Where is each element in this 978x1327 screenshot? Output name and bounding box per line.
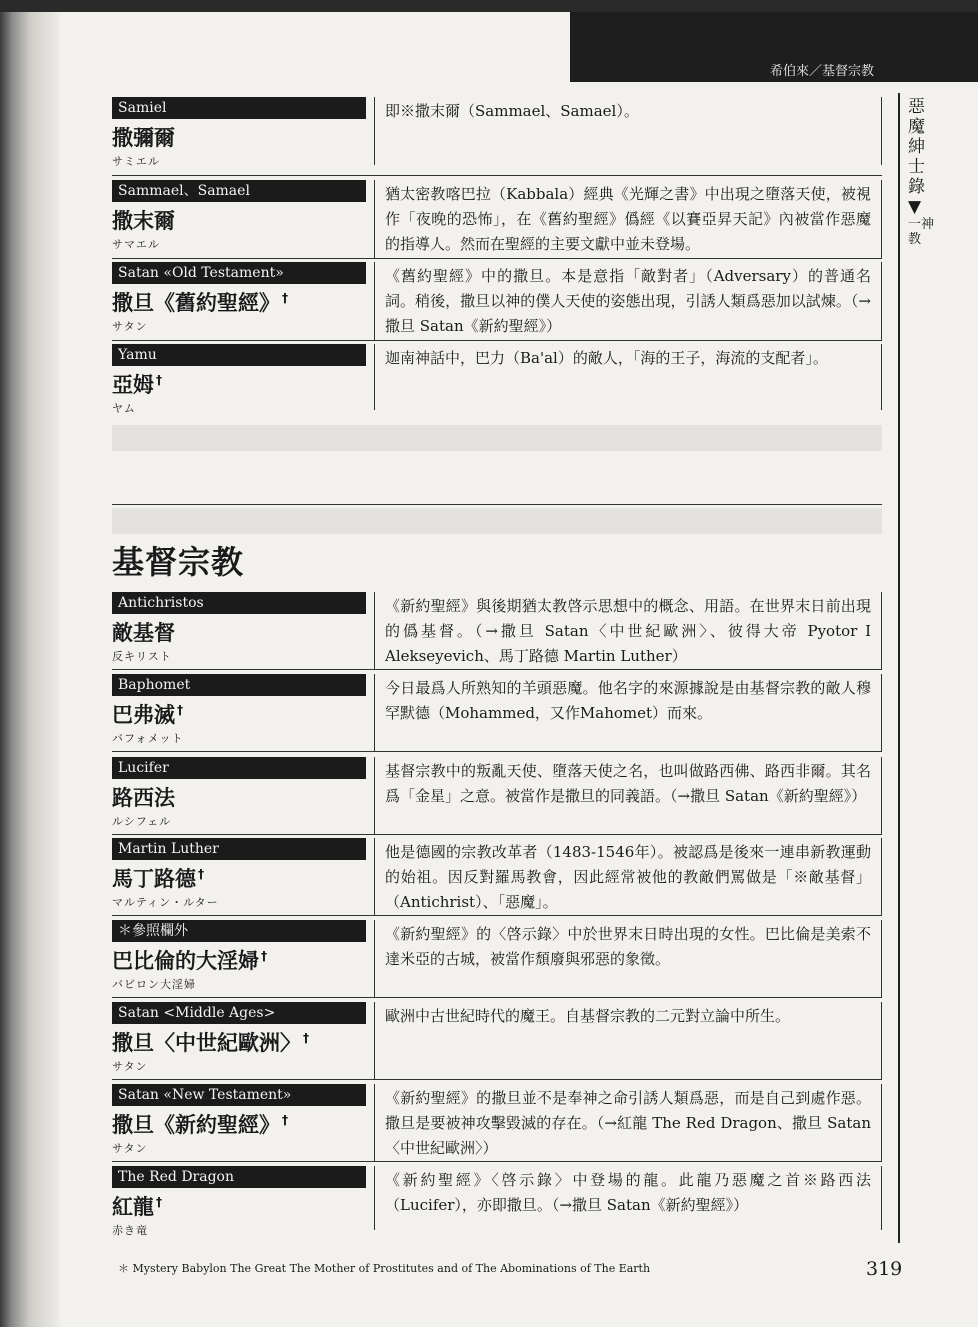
divider: [112, 915, 882, 916]
divider: [112, 1079, 882, 1080]
entry-label: ＊參照欄外: [112, 920, 366, 942]
entry-label: Satan <Middle Ages>: [112, 1002, 366, 1024]
entry-label: Yamu: [112, 344, 366, 366]
entry-name: 撒彌爾: [112, 126, 175, 150]
entry-description: 即※撒末爾（Sammael、Samael）。: [374, 97, 882, 165]
footnote: ＊ Mystery Babylon The Great The Mother of Prostitutes and of The Abominations of The Earth: [118, 1262, 651, 1275]
divider: [112, 997, 882, 998]
book-gutter-shadow: [0, 0, 60, 1327]
triangle-marker-icon: ▼: [908, 197, 922, 217]
section-title: 基督宗教: [112, 543, 245, 581]
entry-label: Martin Luther: [112, 838, 366, 860]
entry-reading: マルティン・ルター: [112, 896, 219, 909]
bleed-through-band: [112, 508, 882, 534]
side-tab-subtitle: 一神教: [908, 217, 935, 247]
entry-description: 基督宗教中的叛亂天使、墮落天使之名，也叫做路西佛、路西非爾。其名爲「金星」之意。被當作是撒旦的同義語。（→撒旦 Satan《新約聖經》）: [374, 757, 882, 834]
entry-description: 今日最爲人所熟知的羊頭惡魔。他名字的來源據說是由基督宗教的敵人穆罕默德（Mohammed，又作Mahomet）而來。: [374, 674, 882, 751]
entry-reading: ヤム: [112, 402, 136, 415]
entry-name: 紅龍 †: [112, 1195, 162, 1219]
entry-label: Baphomet: [112, 674, 366, 696]
entry-reading: サタン: [112, 320, 148, 333]
entry-label: Samiel: [112, 97, 366, 119]
entry-description: 迦南神話中，巴力（Ba'al）的敵人，「海的王子，海流的支配者」。: [374, 344, 882, 410]
entry-name: 撒旦《新約聖經》 †: [112, 1113, 288, 1137]
entry-name: 巴比倫的大淫婦 †: [112, 949, 267, 973]
bleed-through-band: [112, 425, 882, 451]
entry-name: 敵基督: [112, 621, 175, 645]
entry-name: 撒末爾: [112, 209, 175, 233]
entry-name: 路西法: [112, 786, 175, 810]
entry-label: Sammael、Samael: [112, 180, 366, 202]
entry-reading: サマエル: [112, 238, 160, 251]
entry-description: 《舊約聖經》中的撒旦。本是意指「敵對者」（Adversary）的普通名詞。稍後，撒旦以神的僕人天使的姿態出現，引誘人類爲惡加以試煉。（→撒旦 Satan《新約聖經》）: [374, 262, 882, 340]
entry-description: 《新約聖經》〈啓示錄〉中登場的龍。此龍乃惡魔之首※路西法（Lucifer），亦即撒旦。（→撒旦 Satan《新約聖經》）: [374, 1166, 882, 1230]
entry-reading: サタン: [112, 1142, 148, 1155]
side-tab-border: [898, 93, 972, 1243]
divider: [112, 751, 882, 752]
page-top-edge: [0, 0, 978, 12]
divider: [112, 258, 882, 259]
entry-name: 撒旦《舊約聖經》 †: [112, 291, 288, 315]
divider: [112, 834, 882, 835]
divider: [112, 340, 882, 341]
running-header-text: 希伯來／基督宗教: [770, 64, 875, 79]
entry-description: 他是德國的宗教改革者（1483-1546年）。被認爲是後來一連串新教運動的始祖。因反對羅馬教會，因此經常被他的教敵們罵做是「※敵基督」（Antichrist）、「惡魔」。: [374, 838, 882, 915]
section-divider: [112, 504, 882, 505]
entry-reading: サミエル: [112, 155, 160, 168]
divider: [112, 669, 882, 670]
entry-reading: バビロン大淫婦: [112, 978, 196, 991]
entry-label: Satan «New Testament»: [112, 1084, 366, 1106]
entry-description: 歐洲中古世紀時代的魔王。自基督宗教的二元對立論中所生。: [374, 1002, 882, 1079]
entry-reading: サタン: [112, 1060, 148, 1073]
entry-label: Lucifer: [112, 757, 366, 779]
entry-name: 亞姆 †: [112, 373, 162, 397]
entry-reading: バフォメット: [112, 732, 184, 745]
entry-reading: ルシフェル: [112, 815, 172, 828]
entry-reading: 反キリスト: [112, 650, 172, 663]
divider: [112, 1161, 882, 1162]
entry-description: 《新約聖經》與後期猶太教啓示思想中的概念、用語。在世界末日前出現的僞基督。（→撒旦 Satan〈中世紀歐洲〉、彼得大帝 Pyotor I Alekseyevich、馬丁路德 Martin Luther）: [374, 592, 882, 669]
entry-description: 《新約聖經》的〈啓示錄〉中於世界末日時出現的女性。巴比倫是美索不達米亞的古城，被當作頹廢與邪惡的象徵。: [374, 920, 882, 997]
side-tab: [908, 97, 934, 247]
entry-name: 巴弗滅 †: [112, 703, 183, 727]
divider: [112, 175, 882, 176]
entry-reading: 赤き竜: [112, 1224, 148, 1237]
entry-label: Antichristos: [112, 592, 366, 614]
entry-description: 猶太密教喀巴拉（Kabbala）經典《光輝之書》中出現之墮落天使，被視作「夜晚的恐怖」，在《舊約聖經》僞經《以賽亞昇天記》內被當作惡魔的指導人。然而在聖經的主要文獻中並未登場。: [374, 180, 882, 258]
page-number: 319: [866, 1258, 903, 1280]
entry-name: 撒旦〈中世紀歐洲〉 †: [112, 1031, 309, 1055]
entry-label: Satan «Old Testament»: [112, 262, 366, 284]
entry-name: 馬丁路德 †: [112, 867, 204, 891]
entry-description: 《新約聖經》的撒旦並不是奉神之命引誘人類爲惡，而是自己到處作惡。撒旦是要被神攻擊毀滅的存在。（→紅龍 The Red Dragon、撒旦 Satan〈中世紀歐洲〉）: [374, 1084, 882, 1161]
side-tab-title: 惡魔紳士錄: [908, 97, 925, 197]
entry-label: The Red Dragon: [112, 1166, 366, 1188]
